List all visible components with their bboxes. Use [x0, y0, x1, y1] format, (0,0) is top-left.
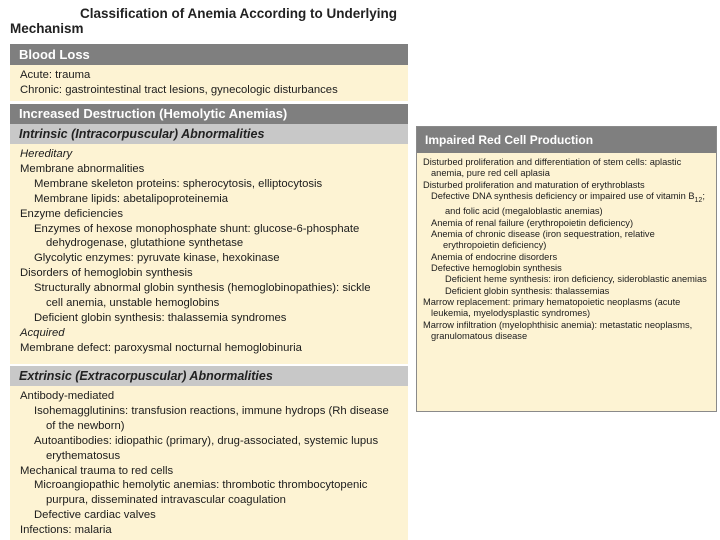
impaired-production-box [416, 126, 717, 412]
list-item: Disturbed proliferation and differentiation of stem cells: aplastic [423, 157, 682, 167]
list-item: Anemia of renal failure (erythropoietin deficiency) [431, 217, 634, 228]
blood-loss-header: Blood Loss [10, 44, 408, 65]
list-item: Marrow infiltration (myelophthisic anemia): metastatic neoplasms, [423, 319, 693, 330]
list-item: Membrane abnormalities [20, 162, 145, 175]
list-item: Enzymes of hexose monophosphate shunt: glucose-6-phosphate [34, 222, 360, 235]
increased-destruction-header: Increased Destruction (Hemolytic Anemias) [10, 104, 408, 124]
list-item: and folic acid (megaloblastic anemias) [445, 206, 603, 217]
impaired-production-header: Impaired Red Cell Production [417, 127, 716, 153]
list-item: dehydrogenase, glutathione synthetase [46, 237, 244, 250]
blood-loss-acute: Acute: trauma [20, 69, 91, 81]
b12-subscript: 12 [694, 196, 703, 204]
extrinsic-panel [10, 386, 408, 540]
list-item: Anemia of endocrine disorders [431, 251, 558, 262]
impaired-production-body [417, 153, 716, 346]
blood-loss-chronic: Chronic: gastrointestinal tract lesions, gynecologic disturbances [20, 83, 338, 96]
list-item: Disturbed proliferation and maturation of erythroblasts [423, 179, 645, 190]
list-item: granulomatous disease [431, 331, 528, 342]
list-item: Defective cardiac valves [34, 509, 156, 522]
list-item: Marrow replacement: primary hematopoietic neoplasms (acute [423, 296, 681, 307]
list-item: Microangiopathic hemolytic anemias: thrombotic thrombocytopenic [34, 479, 368, 492]
list-item: cell anemia, unstable hemoglobins [46, 297, 220, 310]
page-title [10, 6, 410, 36]
blood-loss-panel [10, 65, 408, 101]
list-item: Anemia of chronic disease (iron sequestration, relative [431, 228, 655, 239]
list-item: Defective hemoglobin synthesis [431, 262, 562, 273]
list-item: Autoantibodies: idiopathic (primary), drug-associated, systemic lupus [34, 434, 379, 447]
list-item: Membrane defect: paroxysmal nocturnal hemoglobinuria [20, 341, 302, 354]
title-line-2: Mechanism [10, 21, 84, 36]
list-item: leukemia, myelodysplastic syndromes) [431, 308, 591, 319]
intrinsic-panel [10, 144, 408, 364]
list-item: Structurally abnormal globin synthesis (hemoglobinopathies): sickle [34, 282, 371, 295]
list-item: Defective DNA synthesis deficiency or impaired use of vitamin $B_{12}$; [431, 191, 705, 204]
list-item: purpura, disseminated intravascular coagulation [46, 494, 286, 507]
list-item: Mechanical trauma to red cells [20, 464, 174, 477]
list-item: erythematosus [46, 449, 121, 462]
extrinsic-header: Extrinsic (Extracorpuscular) Abnormalities [10, 366, 408, 386]
list-item: Deficient heme synthesis: iron deficiency, sideroblastic anemias [445, 274, 707, 285]
list-item: erythropoietin deficiency) [443, 240, 547, 251]
intrinsic-header: Intrinsic (Intracorpuscular) Abnormalities [10, 124, 408, 144]
list-item: Antibody-mediated [20, 390, 115, 402]
list-item: Membrane lipids: abetalipoproteinemia [34, 192, 229, 205]
list-item: Disorders of hemoglobin synthesis [20, 267, 193, 280]
list-item: Acquired [20, 326, 65, 339]
list-item: Glycolytic enzymes: pyruvate kinase, hexokinase [34, 252, 280, 265]
list-item: Hereditary [20, 148, 73, 160]
title-line-1: Classification of Anemia According to Underlying [80, 6, 398, 21]
list-item: Deficient globin synthesis: thalassemias [445, 285, 610, 296]
list-item: anemia, pure red cell aplasia [431, 168, 550, 179]
list-item: Infections: malaria [20, 524, 112, 537]
list-item: Membrane skeleton proteins: spherocytosis, elliptocytosis [34, 177, 323, 190]
list-item: Isohemagglutinins: transfusion reactions, immune hydrops (Rh disease [34, 404, 389, 417]
list-item: Deficient globin synthesis: thalassemia syndromes [34, 311, 287, 324]
vitamin-b-text: Defective DNA synthesis deficiency or impaired use of vitamin B [431, 191, 695, 202]
list-item: Enzyme deficiencies [20, 207, 123, 220]
list-item: of the newborn) [46, 419, 125, 432]
